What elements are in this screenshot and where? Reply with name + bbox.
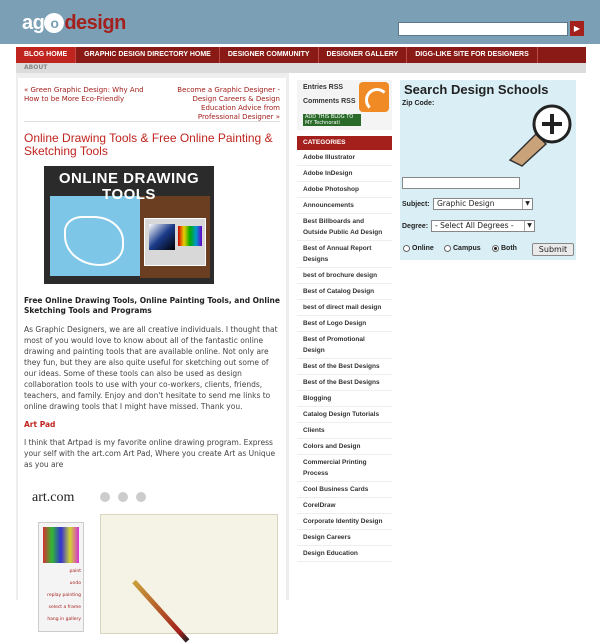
nav-directory-home[interactable]: GRAPHIC DESIGN DIRECTORY HOME [76,47,220,63]
nav-blog-home[interactable]: BLOG HOME [16,47,76,63]
category-item[interactable]: Best Billboards and Outside Public Ad Design [297,214,392,241]
comments-rss-link[interactable]: Comments RSS [303,98,356,105]
zip-code-input[interactable] [402,177,520,189]
zip-label: Zip Code: [402,100,435,107]
category-item[interactable]: Corporate Identity Design [297,514,392,530]
post-title[interactable]: Online Drawing Tools & Free Online Painting & Sketching Tools [24,131,273,158]
post-subtitle: Free Online Drawing Tools, Online Painting Tools, and Online Sketching Tools and Programs [24,296,280,315]
degree-label: Degree: [402,223,429,230]
nav-digg-like[interactable]: DIGG-LIKE SITE FOR DESIGNERS [407,47,538,63]
rss-icon[interactable] [359,82,389,112]
logo-text-design: design [64,12,126,34]
post-navigation [24,86,280,122]
tool-icon [100,492,110,502]
category-item[interactable]: Blogging [297,391,392,407]
artpad-canvas [100,514,278,634]
search-input[interactable] [398,22,568,36]
chevron-down-icon: ▼ [522,199,532,209]
category-item[interactable]: Best of Logo Design [297,316,392,332]
artpad-toolbar [38,522,84,632]
next-post-link[interactable]: Become a Graphic Designer - Design Careers & Design Education Advice from Professional Designer » [177,86,280,121]
rss-box [297,80,392,130]
search-schools-widget [400,80,576,260]
sub-nav [16,63,586,73]
category-item[interactable]: Commercial Printing Process [297,455,392,482]
nav-designer-gallery[interactable]: DESIGNER GALLERY [319,47,408,63]
nav-designer-community[interactable]: DESIGNER COMMUNITY [220,47,319,63]
tool-paint: paint [69,569,81,574]
radio-online-label: Online [412,245,434,252]
category-item[interactable]: Best of Annual Report Designs [297,241,392,268]
tool-icon [118,492,128,502]
subject-select[interactable] [433,198,533,210]
radio-campus[interactable] [444,245,481,252]
category-item[interactable]: Best of the Best Designs [297,359,392,375]
post-content [18,78,286,622]
tool-replay: replay painting [47,593,81,598]
site-header [0,0,600,44]
hero-title-line2: TOOLS [102,186,156,203]
section-heading-artpad[interactable]: Art Pad [24,420,56,429]
category-item[interactable]: Design Careers [297,530,392,546]
category-item[interactable]: best of brochure design [297,268,392,284]
search-button[interactable] [570,21,584,36]
category-item[interactable]: Design Education [297,546,392,562]
categories-list [297,150,392,562]
category-item[interactable]: Best of Promotional Design [297,332,392,359]
tool-hang: hang in gallery [47,617,81,622]
main-nav [16,47,586,63]
subject-selected-value: Graphic Design [437,199,495,208]
category-item[interactable]: Adobe InDesign [297,166,392,182]
widget-title: Search Design Schools [404,82,549,97]
degree-selected-value: - Select All Degrees - [435,221,514,230]
tool-frame: select a frame [48,605,81,610]
logo-text-a: ag [22,12,45,34]
category-item[interactable]: Best of the Best Designs [297,375,392,391]
artpad-screenshot [24,484,274,634]
color-grid [43,527,79,563]
hero-image [44,166,214,284]
artcom-logo: art.com [32,490,75,505]
radio-button-selected-icon[interactable] [492,245,499,252]
radio-button-icon[interactable] [403,245,410,252]
hand-cursor-icon [506,100,574,168]
radio-campus-label: Campus [453,245,481,252]
radio-both-label: Both [501,245,517,252]
category-item[interactable]: CorelDraw [297,498,392,514]
category-item[interactable]: Announcements [297,198,392,214]
tool-undo: undo [69,581,81,586]
entries-rss-link[interactable]: Entries RSS [303,84,344,91]
subject-label: Subject: [402,201,430,208]
category-item[interactable]: Adobe Illustrator [297,150,392,166]
logo-o: o [44,13,64,33]
categories-heading: CATEGORIES [297,136,392,150]
radio-online[interactable] [403,245,434,252]
sidebar [297,80,392,600]
tool-icon [136,492,146,502]
chevron-down-icon: ▼ [524,221,534,231]
category-item[interactable]: Best of Catalog Design [297,284,392,300]
radio-button-icon[interactable] [444,245,451,252]
hero-color-swatch [149,224,175,250]
hero-title-line1: ONLINE DRAWING [58,170,200,187]
post-intro: As Graphic Designers, we are all creative individuals. I thought that most of you would love to know about all of the fantastic online drawing and painting tools that are available online. Not only are they fun, but they are also quite useful for sketching out some of our ideas. Some of these tools can also be used as design collaboration tools to use with your co-workers, clients, friends, teachers, and family. Enjoy and don't hesitate to send me links to online drawing tools that I might have missed. Thank you. [24,325,278,411]
nav-about[interactable]: ABOUT [24,64,48,71]
prev-post-link[interactable]: « Green Graphic Design: Why And How to be More Eco-Friendly [24,86,144,103]
submit-button[interactable]: Submit [532,243,574,256]
category-item[interactable]: Catalog Design Tutorials [297,407,392,423]
category-item[interactable]: Adobe Photoshop [297,182,392,198]
technorati-badge[interactable]: ADD THIS BLOG TO MY Technorati FAVORITES [303,114,361,126]
arrow-right-icon: ▶ [573,24,581,33]
category-item[interactable]: Clients [297,423,392,439]
category-item[interactable]: Colors and Design [297,439,392,455]
degree-select[interactable] [431,220,535,232]
hero-palette [178,226,202,246]
category-item[interactable]: Cool Business Cards [297,482,392,498]
section-text-artpad: I think that Artpad is my favorite online drawing program. Express your self with the art.com Art Pad, Where you create Art as Unique as you are [24,438,276,469]
category-item[interactable]: best of direct mail design [297,300,392,316]
site-logo[interactable] [22,12,126,35]
radio-both[interactable] [492,245,517,252]
